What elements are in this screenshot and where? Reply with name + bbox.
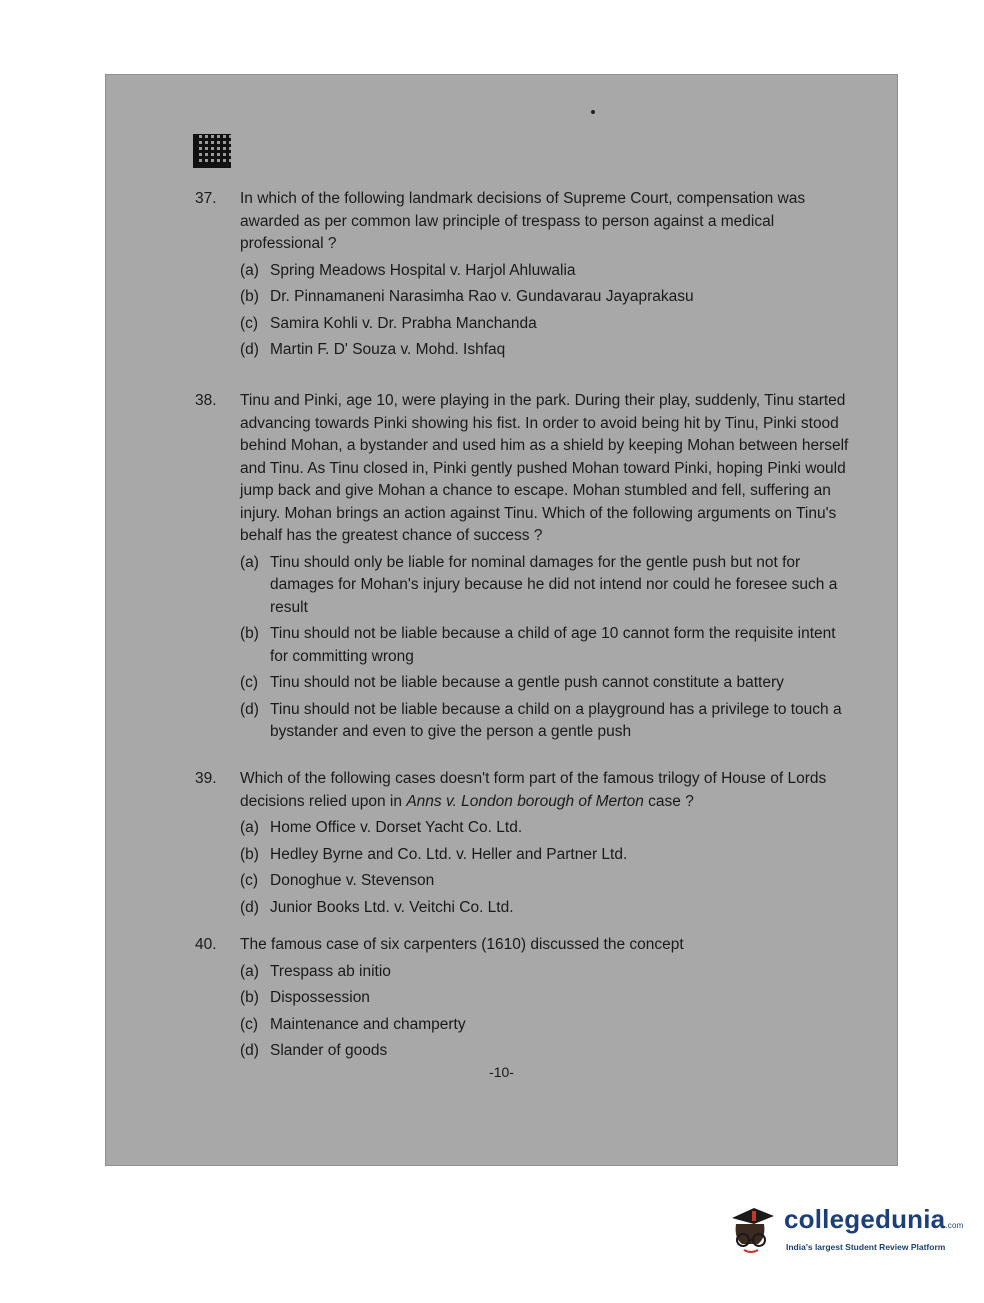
question-text: Tinu and Pinki, age 10, were playing in the park. During their play, suddenly, Tinu started advancing towards Pinki showing his fist. In order to avoid being hit by Tinu, Pinki stood behind Mohan, a bystander and used him as a shield by keeping Mohan between herself and Tinu. As Tinu closed in, Pinki gently pushed Mohan toward Pinki, hoping Pinki would jump back and give Mohan a chance to escape. Mohan stumbled and fell, suffering an injury. Mohan brings an action against Tinu. Which of the following arguments on Tinu's behalf has the greatest chance of success ? [240, 392, 849, 544]
option-text: Dr. Pinnamaneni Narasimha Rao v. Gundavarau Jayaprakasu [270, 288, 694, 305]
option [240, 1014, 855, 1037]
scanned-page [105, 74, 898, 1166]
option [240, 699, 855, 744]
option-text: Junior Books Ltd. v. Veitchi Co. Ltd. [270, 898, 514, 916]
option-text: Hedley Byrne and Co. Ltd. v. Heller and Partner Ltd. [270, 845, 628, 863]
qr-code-icon [193, 134, 231, 168]
collegedunia-brand [728, 1198, 964, 1258]
question-text-start: Which of the following cases doesn't form part of the famous trilogy of House of Lords decisions relied upon in [240, 770, 827, 810]
brand-name-text: collegedunia [784, 1204, 946, 1234]
option [240, 260, 855, 283]
option-label: (c) [240, 674, 259, 691]
option-text: Samira Kohli v. Dr. Prabha Manchanda [270, 314, 537, 332]
option [240, 870, 855, 893]
option-text: Slander of goods [270, 1042, 388, 1059]
option [240, 672, 855, 695]
speck-mark [591, 110, 595, 114]
brand-name [784, 1204, 963, 1235]
option-text: Donoghue v. Stevenson [270, 872, 435, 889]
option-label: (d) [240, 898, 259, 916]
question-text [240, 768, 855, 813]
question-text-end: case ? [643, 792, 694, 810]
question-number: 39. [195, 770, 217, 787]
option-label: (a) [240, 553, 259, 571]
option [240, 339, 855, 362]
option [240, 313, 855, 336]
option-label: (b) [240, 989, 259, 1006]
option-label: (d) [240, 700, 259, 718]
option-label: (c) [240, 872, 259, 889]
option-text: Dispossession [270, 989, 370, 1006]
option [240, 552, 855, 620]
option-text: Tinu should not be liable because a child on a playground has a privilege to touch a bystander and even to give the person a gentle push [270, 700, 842, 740]
option-text: Maintenance and champerty [270, 1015, 466, 1033]
option-label: (a) [240, 819, 259, 836]
option-text: Trespass ab initio [270, 962, 391, 980]
question-number: 37. [195, 190, 217, 207]
option-label: (b) [240, 625, 259, 642]
question-38 [195, 390, 855, 744]
page-number: -10- [489, 1064, 514, 1080]
case-name-italic: Anns v. London borough of Merton [406, 792, 644, 810]
option-label: (d) [240, 1042, 259, 1059]
option-label: (a) [240, 261, 259, 279]
option [240, 1040, 855, 1063]
option [240, 961, 855, 984]
option [240, 817, 855, 840]
option [240, 987, 855, 1010]
option-label: (c) [240, 314, 259, 332]
option-text: Tinu should not be liable because a child of age 10 cannot form the requisite intent for committing wrong [270, 625, 836, 665]
option-label: (a) [240, 962, 259, 980]
graduate-mascot-icon [728, 1202, 776, 1254]
options [240, 817, 855, 919]
question-text: In which of the following landmark decisions of Supreme Court, compensation was awarded as per common law principle of trespass to person against a medical professional ? [240, 190, 806, 252]
brand-domain: .com [945, 1221, 964, 1230]
option [240, 844, 855, 867]
option-label: (b) [240, 845, 259, 863]
question-37 [195, 188, 855, 362]
options [240, 260, 855, 362]
option [240, 286, 855, 309]
options [240, 552, 855, 744]
brand-tagline: India's largest Student Review Platform [786, 1242, 946, 1252]
question-40 [195, 934, 855, 1063]
option [240, 623, 855, 668]
option-label: (b) [240, 288, 259, 305]
question-number: 38. [195, 392, 217, 409]
option-text: Spring Meadows Hospital v. Harjol Ahluwalia [270, 261, 576, 279]
question-number: 40. [195, 936, 217, 953]
options [240, 961, 855, 1063]
option-text: Tinu should only be liable for nominal damages for the gentle push but not for damages for Mohan's injury because he did not intend nor could he foresee such a result [270, 553, 838, 616]
option-label: (d) [240, 341, 259, 358]
question-text: The famous case of six carpenters (1610) discussed the concept [240, 936, 684, 953]
option-text: Martin F. D' Souza v. Mohd. Ishfaq [270, 341, 506, 358]
option-text: Home Office v. Dorset Yacht Co. Ltd. [270, 819, 523, 836]
option-label: (c) [240, 1015, 259, 1033]
option [240, 897, 855, 920]
option-text: Tinu should not be liable because a gentle push cannot constitute a battery [270, 674, 784, 691]
question-39 [195, 768, 855, 919]
